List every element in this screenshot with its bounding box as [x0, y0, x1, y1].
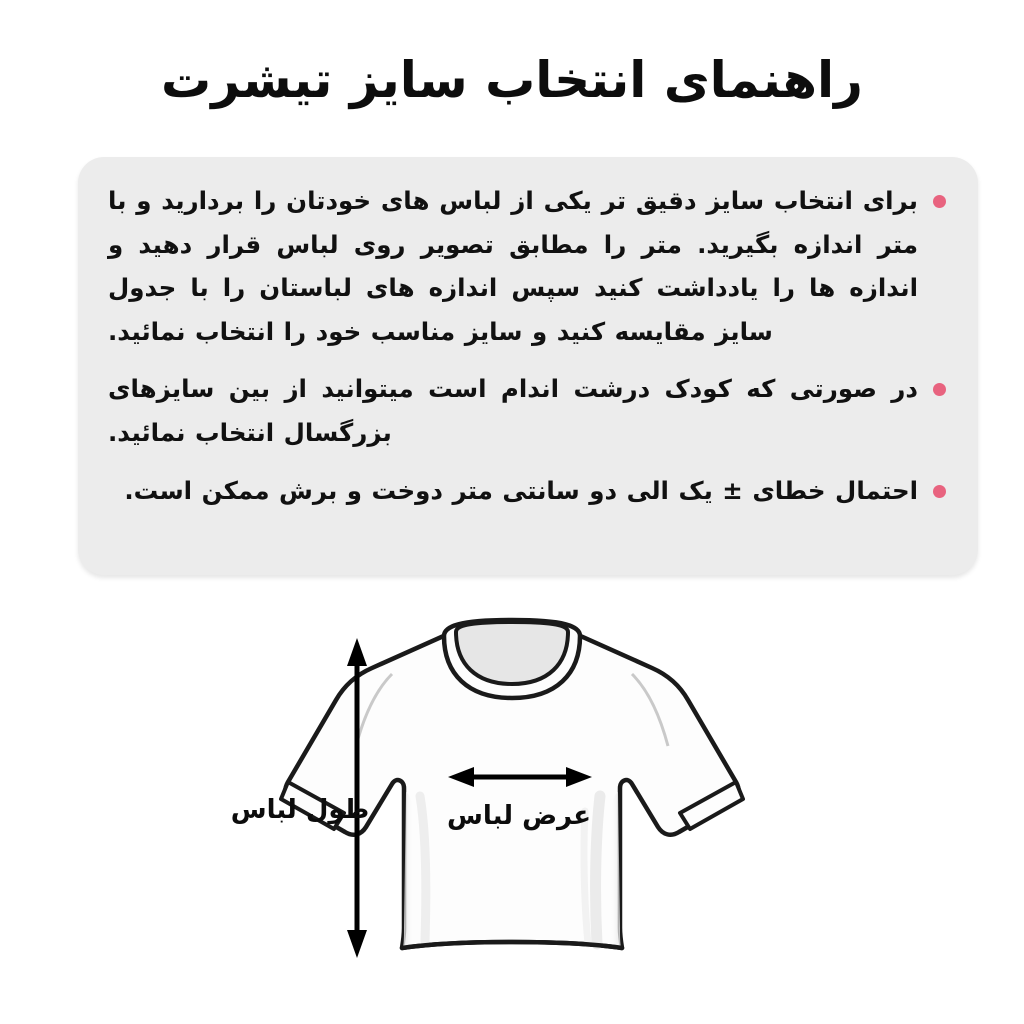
tshirt-diagram — [0, 596, 1024, 1016]
info-card — [78, 157, 978, 575]
list-item — [108, 469, 948, 513]
list-item-text: احتمال خطای ± یک الی دو سانتی متر دوخت و برش ممکن است. — [124, 475, 918, 505]
bullet-dot-icon — [933, 485, 946, 498]
tshirt-fold-right — [596, 796, 600, 944]
tshirt-illustration — [281, 620, 743, 948]
list-item — [108, 367, 948, 454]
bullet-dot-icon — [933, 383, 946, 396]
bullet-dot-icon — [933, 195, 946, 208]
width-label: عرض لباس — [447, 801, 591, 831]
instructions-list — [108, 179, 948, 512]
list-item — [108, 179, 948, 353]
length-label: طول لباس — [230, 795, 370, 825]
list-item-text: در صورتی که کودک درشت اندام است میتوانید از بین سایزهای بزرگسال انتخاب نمائید. — [108, 374, 918, 448]
list-item-text: برای انتخاب سایز دقیق تر یکی از لباس های خودتان را بردارید و با متر اندازه بگیرید. متر را مطابق تصویر روی لباس قرار دهید و اندازه ها را یادداشت کنید سپس اندازه های لباستان را با جدول سایز مقایسه کنید و سایز مناسب خود را انتخاب نمائید. — [108, 186, 918, 346]
page-title: راهنمای انتخاب سایز تیشرت — [161, 51, 863, 109]
